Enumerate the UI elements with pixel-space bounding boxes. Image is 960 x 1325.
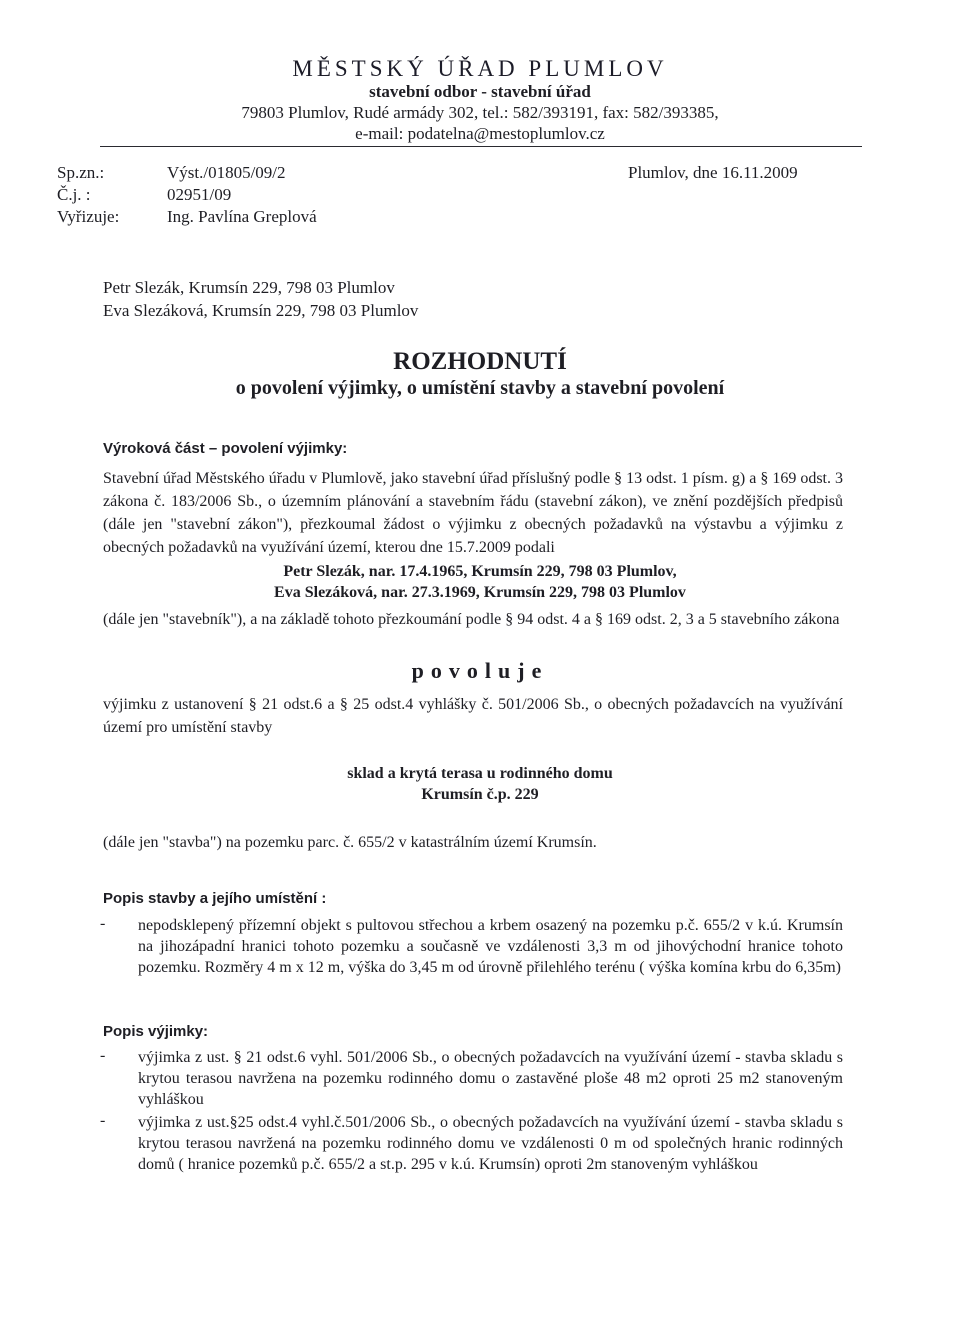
vyjimka-2-text: výjimka z ust.§25 odst.4 vyhl.č.501/2006 Sb., o obecných požadavcích na využívání území - stavba skladu s krytou terasou navržená na pozemku rodinného domu ve vzdálenosti 0 m od společných hranic rodinných domů ( hranice pozemků p.č. 655/2 a st.p. 295 v k.ú. Krumsín) oproti 2m stanoveným vyhláškou — [138, 1114, 843, 1173]
decision-subtitle: o povolení výjimky, o umístění stavby a stavební povolení — [235, 377, 725, 399]
spzn-label: Sp.zn.: — [57, 163, 105, 182]
paragraph-vyjimka: výjimku z ustanovení § 21 odst.6 a § 25 odst.4 vyhlášky č. 501/2006 Sb., o obecných požadavcích na využívání území pro umístění stavby — [103, 696, 843, 736]
applicant-1: Petr Slezák, nar. 17.4.1965, Krumsín 229, 798 03 Plumlov, — [283, 563, 677, 580]
vyrizuje-value: Ing. Pavlína Greplová — [167, 207, 317, 226]
office-name: MĚSTSKÝ ÚŘAD PLUMLOV — [292, 56, 668, 81]
list-item — [100, 915, 845, 999]
cj-label: Č.j. : — [57, 185, 91, 204]
recipient-1: Petr Slezák, Krumsín 229, 798 03 Plumlov — [103, 278, 395, 297]
vyrizuje-label: Vyřizuje: — [57, 207, 120, 226]
list-item — [100, 1112, 845, 1196]
reference-block — [57, 162, 457, 232]
cj-value: 02951/09 — [167, 185, 232, 204]
list-dash: - — [100, 1047, 106, 1064]
office-email: e-mail: podatelna@mestoplumlov.cz — [355, 124, 605, 143]
section-heading-vyrokova-cast: Výroková část – povolení výjimky: — [103, 440, 348, 457]
object-name: sklad a krytá terasa u rodinného domu — [347, 765, 613, 782]
header-divider — [100, 146, 862, 147]
paragraph-intro: Stavební úřad Městského úřadu v Plumlově, jako stavební úřad příslušný podle § 13 odst. 1 písm. g) a § 169 odst. 3 zákona č. 183/2006 Sb., o územním plánování a stavebním řádu (stavební zákon), ve znění pozdějších předpisů (dále jen "stavební zákon"), přezkoumal žádost o výjimku z obecných požadavků na výstavbu a výjimku z obecných požadavků na využívání území, kterou dne 15.7.2009 podali — [103, 470, 843, 556]
paragraph-stavba: (dále jen "stavba") na pozemku parc. č. 655/2 v katastrálním území Krumsín. — [103, 834, 597, 851]
document-date: Plumlov, dne 16.11.2009 — [628, 163, 798, 182]
povoluje-heading: povoluje — [411, 658, 549, 683]
section-heading-popis-stavby: Popis stavby a jejího umístění : — [103, 890, 327, 907]
popis-stavby-text: nepodsklepený přízemní objekt s pultovou střechou a krbem osazený na pozemku p.č. 655/2 v k.ú. Krumsín na jihozápadní hranici tohoto pozemku a současně ve vzdálenosti 3,3 m od jihovýchodní hranice tohoto pozemku. Rozměry 4 m x 12 m, výška do 3,45 m od úrovně přilehlého terénu ( výška komína krbu do 6,35m) — [138, 917, 843, 976]
paragraph-stavebnik: (dále jen "stavebník"), a na základě tohoto přezkoumání podle § 94 odst. 4 a § 169 odst. 2, 3 a 5 stavebního zákona — [103, 611, 840, 628]
recipient-2: Eva Slezáková, Krumsín 229, 798 03 Plumlov — [103, 301, 419, 320]
vyjimka-1-text: výjimka z ust. § 21 odst.6 vyhl. 501/2006 Sb., o obecných požadavcích na využívání území - stavba skladu s krytou terasou navržena na pozemku rodinného domu o zastavěné ploše 48 m2 oproti 25 m2 stanoveným vyhláškou — [138, 1049, 843, 1108]
section-heading-popis-vyjimky: Popis výjimky: — [103, 1023, 209, 1040]
list-item — [100, 1047, 845, 1110]
object-address: Krumsín č.p. 229 — [421, 786, 539, 803]
office-address: 79803 Plumlov, Rudé armády 302, tel.: 582/393191, fax: 582/393385, — [241, 103, 719, 122]
list-dash: - — [100, 1112, 106, 1129]
spzn-value: Výst./01805/09/2 — [167, 163, 286, 182]
list-dash: - — [100, 915, 106, 932]
applicant-2: Eva Slezáková, nar. 27.3.1969, Krumsín 229, 798 03 Plumlov — [274, 584, 686, 601]
department-name: stavební odbor - stavební úřad — [369, 82, 591, 101]
recipients — [103, 276, 418, 322]
decision-title: ROZHODNUTÍ — [393, 348, 567, 375]
